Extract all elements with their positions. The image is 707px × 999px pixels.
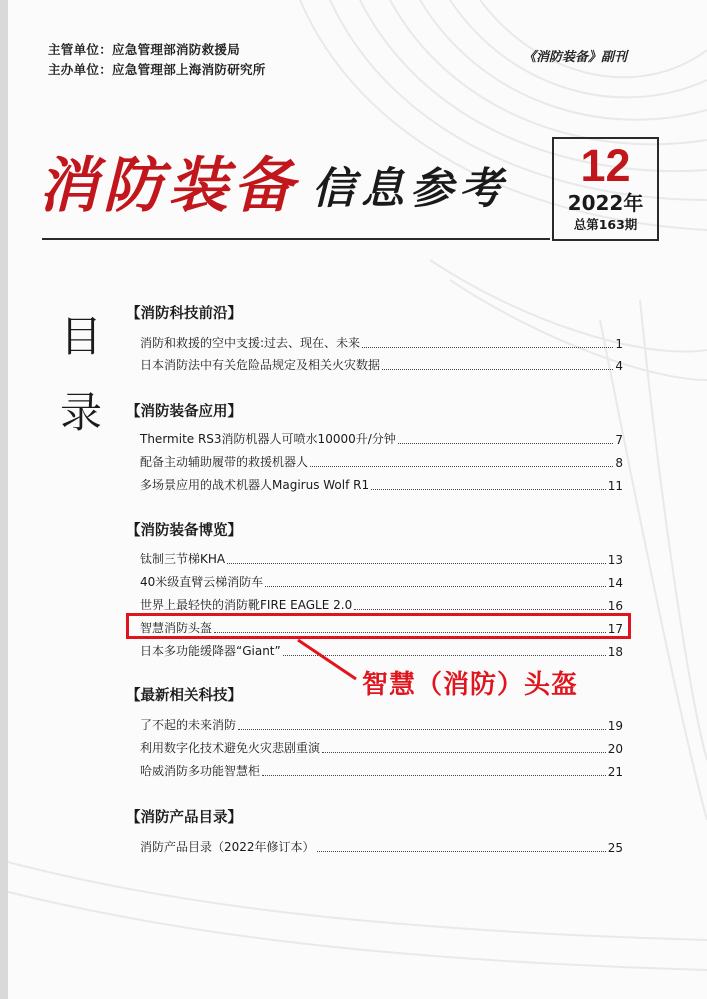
- section-heading: 【消防装备应用】: [126, 404, 242, 420]
- toc-item-title: 日本消防法中有关危险品规定及相关火灾数据: [140, 358, 381, 372]
- issue-number: 12: [580, 140, 631, 191]
- toc-item-title: 40米级直臂云梯消防车: [140, 575, 264, 589]
- toc-item-title: 利用数字化技术避免火灾悲剧重演: [140, 741, 321, 755]
- masthead-red-title: 消防装备: [38, 151, 298, 221]
- toc-item-title: 消防和救援的空中支援:过去、现在、未来: [140, 336, 361, 350]
- sponsor-text: 主办单位：应急管理部上海消防研究所: [48, 62, 266, 77]
- toc-item-page: 19: [607, 719, 623, 733]
- supplement-text: 《消防装备》副刊: [523, 50, 628, 65]
- section-heading: 【消防装备博览】: [126, 523, 242, 539]
- issue-total: 总第163期: [573, 217, 638, 232]
- toc-item-title: 配备主动辅助履带的救援机器人: [140, 455, 309, 469]
- toc-item-page: 20: [607, 742, 623, 756]
- toc-item-title: 消防产品目录（2022年修订本）: [140, 840, 315, 854]
- toc-item-title: 智慧消防头盔: [140, 621, 213, 635]
- toc-item-page: 21: [607, 765, 623, 779]
- supervisor-text: 主管单位：应急管理部消防救援局: [48, 42, 241, 57]
- toc-item-page: 18: [607, 645, 623, 659]
- section-heading: 【消防产品目录】: [126, 810, 242, 826]
- toc-item-title: 哈威消防多功能智慧柜: [140, 764, 261, 778]
- toc-item-page: 13: [607, 553, 623, 567]
- toc-item-title: 世界上最轻快的消防靴FIRE EAGLE 2.0: [140, 598, 353, 612]
- masthead-black-title: 信息参考: [312, 164, 508, 214]
- toc-item-page: 8: [615, 456, 623, 470]
- toc-item-page: 25: [607, 841, 623, 855]
- toc-item-page: 14: [607, 576, 623, 590]
- section-heading: 【消防科技前沿】: [126, 306, 242, 322]
- toc-item-title: 多场景应用的战术机器人Magirus Wolf R1: [140, 478, 370, 492]
- section-heading: 【最新相关科技】: [126, 688, 242, 704]
- callout-label: 智慧（消防）头盔: [362, 670, 579, 700]
- toc-item-title: Thermite RS3消防机器人可喷水10000升/分钟: [140, 432, 396, 446]
- toc-item-title: 钛制三节梯KHA: [140, 552, 226, 566]
- toc-item-page: 4: [615, 359, 623, 373]
- toc-item-page: 16: [607, 599, 623, 613]
- toc-label-mu: 目: [60, 312, 103, 361]
- toc-item-page: 11: [607, 479, 623, 493]
- toc-label-lu: 录: [60, 388, 103, 437]
- toc-item-title: 日本多功能缓降器“Giant”: [140, 644, 281, 658]
- toc-item-page: 7: [615, 433, 623, 447]
- issue-year: 2022年: [567, 191, 644, 215]
- toc-item-title: 了不起的未来消防: [140, 718, 237, 732]
- toc-item-page: 17: [607, 622, 623, 636]
- toc-item-page: 1: [615, 337, 623, 351]
